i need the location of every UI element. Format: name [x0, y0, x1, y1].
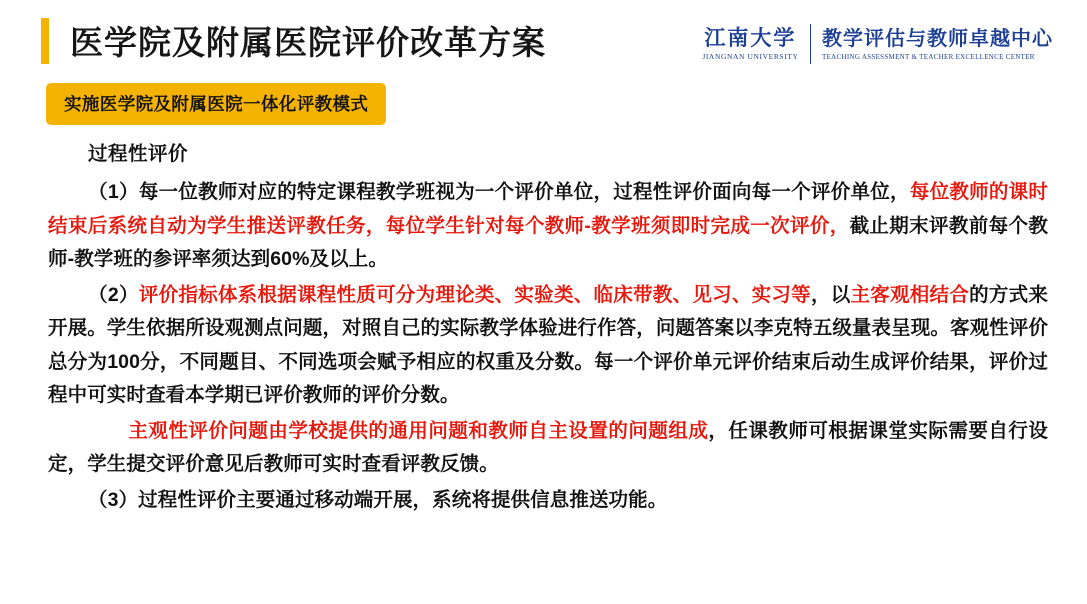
center-name-cn: 教学评估与教师卓越中心: [822, 27, 1053, 50]
paragraph: [48, 176, 1048, 277]
body-text: （3）过程性评价主要通过移动端开展，系统将提供信息推送功能。: [88, 488, 668, 511]
body-text: （1）每一位教师对应的特定课程教学班视为一个评价单位，过程性评价面向每一个评价单位，: [88, 181, 910, 203]
title-accent-bar: [41, 18, 49, 64]
section-banner: 实施医学院及附属医院一体化评教模式: [46, 83, 386, 125]
body-text: [88, 420, 128, 442]
highlighted-text: 评价指标体系根据课程性质可分为理论类、实验类、临床带教、见习、实习等: [138, 283, 811, 306]
university-logo: [702, 27, 809, 60]
paragraph: [48, 415, 1048, 482]
center-name-en: TEACHING ASSESSMENT & TEACHER EXCELLENCE CENTER: [822, 52, 1035, 61]
paragraph: [48, 484, 1048, 518]
slide-body: [48, 130, 1048, 519]
subheading: 过程性评价: [88, 143, 189, 165]
body-text: ，任课教师可根据课堂实际需要自行设定，学生提交评价意见后教师可实时查看评教反馈。: [48, 419, 1049, 476]
highlighted-text: 每位教师的课时结束后系统自动为学生推送评教任务，每位学生针对每个教师-教学班须即时完成一次评价，: [48, 181, 1049, 237]
university-name-en: JIANGNAN UNIVERSITY: [702, 51, 799, 61]
highlighted-text: 主观性评价问题由学校提供的通用问题和教师自主设置的问题组成: [128, 419, 709, 442]
organization-logo: [702, 22, 1053, 66]
center-logo: [811, 28, 1053, 61]
university-name-cn: 江南大学: [704, 26, 797, 51]
body-text: 截止期末评教前每个教师-教学班的参评率须达到60%及以上。: [48, 214, 1048, 271]
body-text: ，以: [810, 283, 851, 306]
highlighted-text: 主客观相结合: [850, 283, 970, 306]
body-text: （2）: [88, 283, 139, 306]
paragraph-list: [48, 176, 1048, 517]
paragraph: [48, 279, 1048, 413]
body-text: 的方式来开展。学生依据所设观测点问题，对照自己的实际教学体验进行作答，问题答案以李克特五级量表呈现。客观性评价总分为100分，不同题目、不同选项会赋予相应的权重及分数。每一个评价单元评价结束后动生成评价结果，评价过程中可实时查看本学期已评价教师的评价分数。: [48, 283, 1048, 407]
slide-header: [0, 0, 1087, 78]
page-title: 医学院及附属医院评价改革方案: [70, 24, 546, 61]
